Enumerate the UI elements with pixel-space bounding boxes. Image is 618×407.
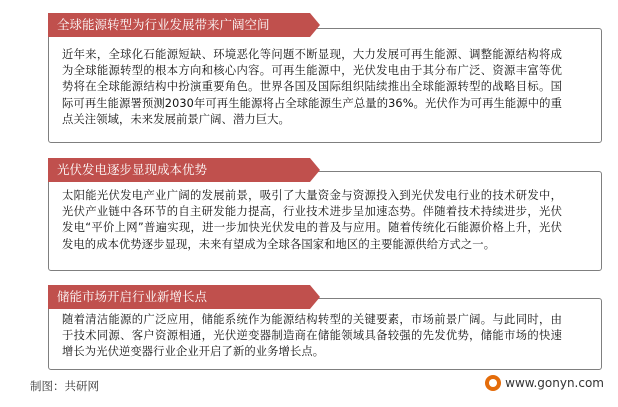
section-text-energy-transition: 近年来，全球化石能源短缺、环境恶化等问题不断显现，大力发展可再生能源、调整能源结构将成为全球能源转型的根本方向和核心内容。可再生能源中，光伏发电由于其分布广泛、资源丰富等优势将在全球能源结构中扮演重要角色。世界各国及国际组织陆续推出全球能源转型的战略目标。国际可再生能源署预测2030年可再生能源将占全球能源生产总量的36%。光伏作为可再生能源中的重点关注领域，未来发展前景广阔、潜力巨大。 xyxy=(62,48,562,126)
section-text-pv-cost: 太阳能光伏发电产业广阔的发展前景，吸引了大量资金与资源投入到光伏发电行业的技术研发中，光伏产业链中各环节的自主研发能力提高，行业技术进步呈加速态势。伴随着技术持续进步，光伏发电“平价上网”普遍实现，进一步加快光伏发电的普及与应用。随着传统化石能源价格上升，光伏发电的成本优势逐步显现，未来有望成为全球各国家和地区的主要能源供给方式之一。 xyxy=(62,189,562,251)
footer-source: 制图：共研网 xyxy=(30,379,99,393)
footer-site xyxy=(485,375,604,391)
section-text-energy-storage: 随着清洁能源的广泛应用，储能系统作为能源结构转型的关键要素，市场前景广阔。与此同时，由于技术同源、客户资源相通，光伏逆变器制造商在储能领域具备较强的先发优势，储能市场的快速增长为光伏逆变器行业企业开启了新的业务增长点。 xyxy=(62,313,562,359)
section-header-pv-cost xyxy=(48,158,310,182)
section-header-energy-storage xyxy=(48,285,310,309)
footer-site-url: www.gonyn.com xyxy=(505,376,604,390)
header-arrow-icon xyxy=(310,285,320,309)
section-header-energy-transition xyxy=(48,13,310,37)
header-arrow-icon xyxy=(310,158,320,182)
section-title-pv-cost: 光伏发电逐步显现成本优势 xyxy=(57,162,208,177)
header-arrow-icon xyxy=(310,13,320,37)
gonyn-logo-icon xyxy=(485,375,501,391)
section-title-energy-transition: 全球能源转型为行业发展带来广阔空间 xyxy=(57,17,270,32)
section-title-energy-storage: 储能市场开启行业新增长点 xyxy=(57,289,208,304)
